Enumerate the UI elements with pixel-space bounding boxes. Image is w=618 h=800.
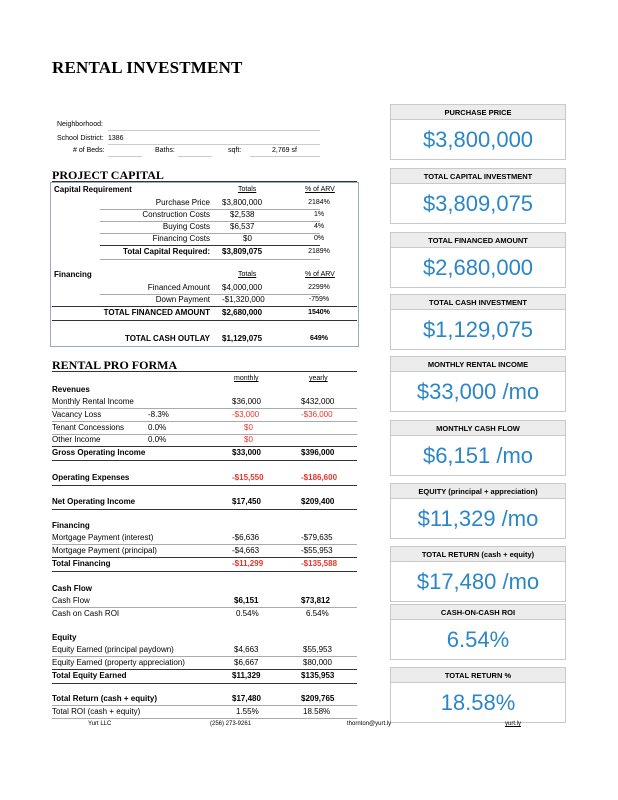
school-district-label: School District: [57, 135, 104, 142]
mortgage-principal-y: -$55,953 [301, 546, 333, 555]
total-cash-outlay-value: $1,129,075 [222, 334, 263, 343]
other-income-label: Other Income [52, 435, 101, 444]
total-financed-arv: 1540% [308, 309, 330, 316]
total-financed-label: TOTAL FINANCED AMOUNT [103, 308, 210, 317]
footer-company: Yurt LLC [88, 721, 112, 727]
coc-roi-y: 6.54% [306, 609, 329, 618]
noi-y: $209,400 [301, 497, 335, 506]
equity-appreciation-y: $80,000 [303, 658, 332, 667]
total-return-label: Total Return (cash + equity) [52, 694, 157, 703]
mortgage-principal-m: -$4,663 [232, 546, 260, 555]
cap-row-label: Construction Costs [142, 210, 210, 219]
card-label: TOTAL CASH INVESTMENT [390, 294, 566, 310]
operating-expenses-label: Operating Expenses [52, 473, 130, 482]
equity-appreciation-label: Equity Earned (property appreciation) [52, 658, 185, 667]
card-value: $2,680,000 [390, 248, 566, 288]
total-equity-m: $11,329 [232, 671, 261, 680]
fin-row-arv: -759% [308, 296, 330, 303]
total-financed-value: $2,680,000 [222, 308, 263, 317]
cap-row-total: $0 [243, 234, 252, 243]
revenues-label: Revenues [52, 385, 90, 394]
gross-income-label: Gross Operating Income [52, 448, 146, 457]
sqft-label: sqft: [228, 147, 242, 154]
equity-paydown-y: $55,953 [303, 645, 332, 654]
equity-paydown-label: Equity Earned (principal paydown) [52, 645, 174, 654]
card-label: MONTHLY RENTAL INCOME [390, 356, 566, 372]
operating-expenses-m: -$15,550 [232, 473, 264, 482]
total-financing-label: Total Financing [52, 559, 111, 568]
card-label: TOTAL CAPITAL INVESTMENT [390, 168, 566, 184]
cash-flow-y: $73,812 [301, 596, 330, 605]
cash-flow-m: $6,151 [234, 596, 259, 605]
tenant-m: $0 [244, 423, 253, 432]
cap-row-arv: 2184% [308, 199, 330, 206]
coc-roi-label: Cash on Cash ROI [52, 609, 120, 618]
mortgage-interest-m: -$6,636 [232, 533, 260, 542]
equity-paydown-m: $4,663 [234, 645, 259, 654]
cap-row-label: Buying Costs [162, 222, 210, 231]
fin-row-total: -$1,320,000 [222, 295, 265, 304]
equity-heading: Equity [52, 633, 77, 642]
gross-income-m: $33,000 [232, 448, 261, 457]
card-value: $17,480 /mo [390, 562, 566, 602]
total-equity-label: Total Equity Earned [52, 671, 127, 680]
cap-row-label: Financing Costs [152, 234, 210, 243]
total-roi-y: 18.58% [303, 707, 331, 716]
sqft-value: 2,769 sf [272, 147, 297, 154]
cap-row-arv: 0% [313, 235, 325, 242]
total-cash-outlay-label: TOTAL CASH OUTLAY [124, 334, 210, 343]
card-value: $11,329 /mo [390, 499, 566, 539]
total-roi-label: Total ROI (cash + equity) [52, 707, 141, 716]
financing-label: Financing [54, 270, 92, 279]
total-capital-value: $3,809,075 [222, 247, 263, 256]
tenant-pct: 0.0% [148, 423, 167, 432]
total-capital-label: Total Capital Required: [123, 247, 210, 256]
total-financing-m: -$11,299 [232, 559, 264, 568]
tenant-label: Tenant Concessions [52, 423, 125, 432]
card-value: $3,800,000 [390, 120, 566, 160]
beds-label: # of Beds: [73, 147, 105, 154]
card-label: PURCHASE PRICE [390, 104, 566, 120]
total-return-m: $17,480 [232, 694, 261, 703]
card-value: $1,129,075 [390, 310, 566, 350]
card-label: TOTAL FINANCED AMOUNT [390, 232, 566, 248]
card-value: 6.54% [390, 620, 566, 660]
cash-flow-label: Cash Flow [52, 596, 90, 605]
card-value: $33,000 /mo [390, 372, 566, 412]
cap-row-arv: 4% [313, 223, 325, 230]
fin-col-arv: % of ARV [305, 271, 335, 278]
baths-label: Baths: [155, 147, 175, 154]
footer-email[interactable]: thornton@yurt.ly [347, 721, 392, 727]
cap-row-total: $3,800,000 [222, 198, 263, 207]
mortgage-interest-y: -$79,635 [301, 533, 333, 542]
total-capital-arv: 2189% [308, 248, 330, 255]
total-equity-y: $135,953 [301, 671, 335, 680]
cap-row-total: $2,538 [230, 210, 255, 219]
neighborhood-label: Neighborhood: [57, 121, 103, 128]
footer-site-link[interactable]: yurt.ly [505, 721, 522, 727]
pro-financing-label: Financing [52, 521, 90, 530]
other-income-pct: 0.0% [148, 435, 167, 444]
vacancy-y: -$36,000 [301, 410, 333, 419]
fin-row-arv: 2299% [308, 284, 330, 291]
vacancy-label: Vacancy Loss [52, 410, 102, 419]
card-label: MONTHLY CASH FLOW [390, 420, 566, 436]
other-income-m: $0 [244, 435, 253, 444]
mortgage-principal-label: Mortgage Payment (principal) [52, 546, 157, 555]
operating-expenses-y: -$186,600 [301, 473, 338, 482]
monthly-rental-label: Monthly Rental Income [52, 397, 134, 406]
total-financing-y: -$135,588 [301, 559, 338, 568]
col-totals: Totals [238, 186, 257, 193]
fin-row-label: Financed Amount [147, 283, 210, 292]
col-arv: % of ARV [305, 186, 335, 193]
capital-requirement-label: Capital Requirement [54, 185, 132, 194]
coc-roi-m: 0.54% [236, 609, 259, 618]
total-return-y: $209,765 [301, 694, 335, 703]
card-value: $6,151 /mo [390, 436, 566, 476]
card-value: 18.58% [390, 683, 566, 723]
fin-col-totals: Totals [238, 271, 257, 278]
cap-row-arv: 1% [313, 211, 325, 218]
col-monthly: monthly [234, 375, 259, 382]
pro-forma-heading: RENTAL PRO FORMA [52, 358, 178, 372]
card-label: EQUITY (principal + appreciation) [390, 483, 566, 499]
card-label: CASH-ON-CASH ROI [390, 604, 566, 620]
cap-row-label: Purchase Price [155, 198, 210, 207]
footer-phone: (256) 273-9261 [210, 721, 252, 727]
cash-flow-heading: Cash Flow [52, 584, 93, 593]
noi-label: Net Operating Income [52, 497, 136, 506]
total-cash-outlay-arv: 649% [310, 335, 328, 342]
cap-row-total: $6,537 [230, 222, 255, 231]
fin-row-label: Down Payment [155, 295, 210, 304]
page-title: RENTAL INVESTMENT [52, 58, 243, 77]
vacancy-pct: -8.3% [148, 410, 169, 419]
project-capital-heading: PROJECT CAPITAL [52, 168, 164, 182]
monthly-rental-y: $432,000 [301, 397, 335, 406]
col-yearly: yearly [309, 375, 328, 382]
total-roi-m: 1.55% [236, 707, 259, 716]
school-district-value: 1386 [108, 135, 124, 142]
monthly-rental-m: $36,000 [232, 397, 261, 406]
card-value: $3,809,075 [390, 184, 566, 224]
fin-row-total: $4,000,000 [222, 283, 263, 292]
equity-appreciation-m: $6,667 [234, 658, 259, 667]
card-label: TOTAL RETURN (cash + equity) [390, 546, 566, 562]
mortgage-interest-label: Mortgage Payment (interest) [52, 533, 154, 542]
noi-m: $17,450 [232, 497, 261, 506]
card-label: TOTAL RETURN % [390, 667, 566, 683]
gross-income-y: $396,000 [301, 448, 335, 457]
vacancy-m: -$3,000 [232, 410, 260, 419]
